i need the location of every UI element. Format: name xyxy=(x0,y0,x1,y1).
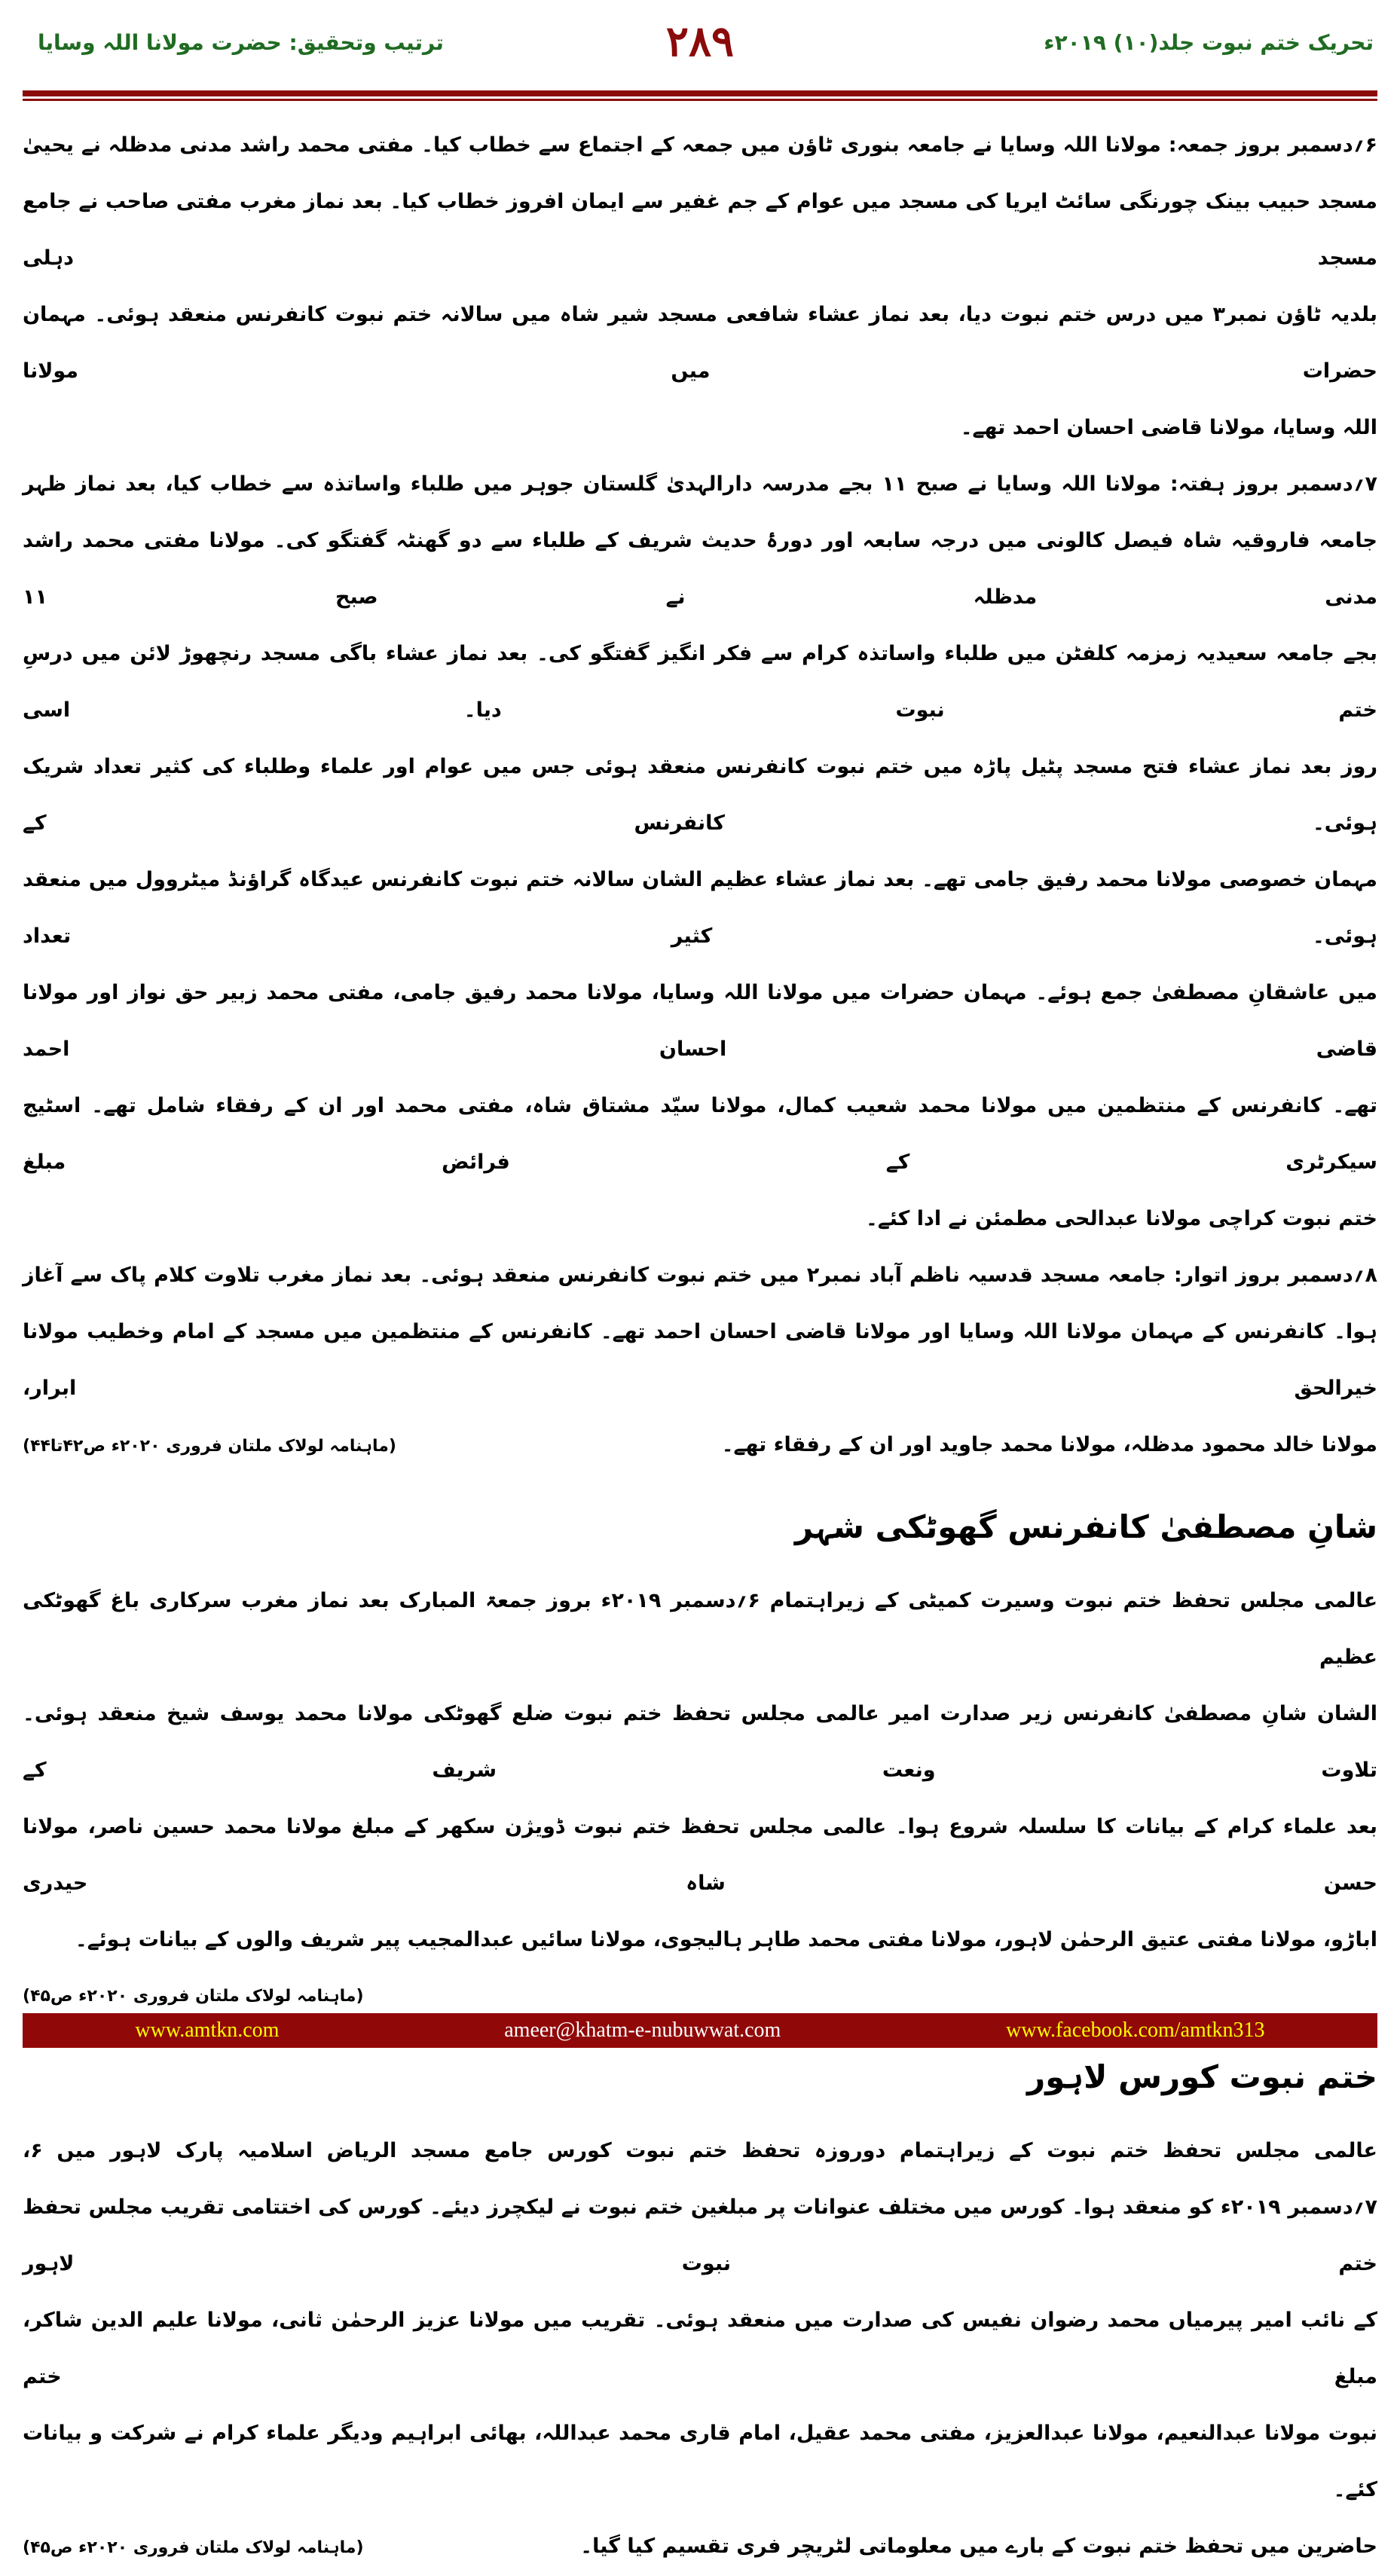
paragraph-line: ۸؍دسمبر بروز اتوار: جامعہ مسجد قدسیہ ناظم آباد نمبر۲ میں ختم نبوت کانفرنس منعقد ہوئی۔ بعد نماز مغرب تلاوت کلام پاک سے آغاز xyxy=(23,1264,1377,1287)
paragraph-line: مسجد حبیب بینک چورنگی سائٹ ایریا کی مسجد میں عوام کے جم غفیر سے ایمان افروز خطاب کیا۔ بعد نماز مغرب مفتی صاحب نے جامع مسجد دہلی xyxy=(23,190,1377,270)
paragraph-line: عالمی مجلس تحفظ ختم نبوت کے زیراہتمام دوروزہ تحفظ ختم نبوت کورس جامع مسجد الریاض اسلامیہ پارک لاہور میں ۶، xyxy=(23,2139,1377,2162)
page-number: ۲۸۹ xyxy=(665,17,735,66)
section-heading: شانِ مصطفیٰ کانفرنس گھوٹکی شہر xyxy=(794,1508,1377,1545)
paragraph-line: جامعہ فاروقیہ شاہ فیصل کالونی میں درجہ سابعہ اور دورۂ حدیث شریف کے طلباء سے دو گھنٹہ گفتگو کی۔ مولانا مفتی محمد راشد مدنی مدظلہ نے صبح ۱۱ xyxy=(23,529,1377,609)
paragraph-line: روز بعد نماز عشاء فتح مسجد پٹیل پاڑہ میں ختم نبوت کانفرنس منعقد ہوئی جس میں عوام اور علماء وطلباء کی کثیر تعداد شریک ہوئی۔ کانفرنس کے xyxy=(23,755,1377,835)
paragraph-line: بلدیہ ٹاؤن نمبر۳ میں درس ختم نبوت دیا، بعد نماز عشاء شافعی مسجد شیر شاہ میں سالانہ ختم نبوت کانفرنس منعقد ہوئی۔ مہمان حضرات میں مولانا xyxy=(23,303,1377,383)
source-citation: (ماہنامہ لولاک ملتان فروری ۲۰۲۰ء ص۴۲تا۴۴) xyxy=(23,1437,396,1456)
paragraph-line: حاضرین میں تحفظ ختم نبوت کے بارے میں معلوماتی لٹریچر فری تقسیم کیا گیا۔ xyxy=(580,2535,1377,2558)
compiler-credit: ترتیب وتحقیق: حضرت مولانا اللہ وسایا xyxy=(38,30,444,55)
header-rule-thick xyxy=(23,90,1377,96)
paragraph-line: ختم نبوت کراچی مولانا عبدالحی مطمئن نے ادا کئے۔ xyxy=(866,1207,1377,1230)
paragraph-line: ۶؍دسمبر بروز جمعہ: مولانا اللہ وسایا نے جامعہ بنوری ٹاؤن میں جمعہ کے اجتماع سے خطاب کیا۔ مفتی محمد راشد مدنی مدظلہ نے یحییٰ xyxy=(23,133,1377,157)
paragraph-line: ہوا۔ کانفرنس کے مہمان مولانا اللہ وسایا اور مولانا قاضی احسان احمد تھے۔ کانفرنس کے منتظمین میں مسجد کے امام وخطیب مولانا خیرالحق ابرار، xyxy=(23,1320,1377,1400)
paragraph-line: نبوت مولانا عبدالنعیم، مولانا عبدالعزیز، مفتی محمد عقیل، امام قاری محمد عبداللہ، بھائی ابراہیم ودیگر علماء کرام نے شرکت و بیانات کئے۔ xyxy=(23,2422,1377,2501)
footer-band xyxy=(23,2013,1377,2048)
paragraph-line: میں عاشقانِ مصطفیٰ جمع ہوئے۔ مہمان حضرات میں مولانا اللہ وسایا، مولانا محمد رفیق جامی، مفتی محمد زبیر حق نواز اور مولانا قاضی احسان احمد xyxy=(23,981,1377,1061)
paragraph-line: ۷؍دسمبر بروز ہفتہ: مولانا اللہ وسایا نے صبح ۱۱ بجے مدرسہ دارالہدیٰ گلستان جوہر میں طلباء واساتذہ سے خطاب کیا، بعد نماز ظہر xyxy=(23,472,1377,496)
paragraph-line: مولانا خالد محمود مدظلہ، مولانا محمد جاوید اور ان کے رفقاء تھے۔ xyxy=(721,1433,1377,1456)
source-citation: (ماہنامہ لولاک ملتان فروری ۲۰۲۰ء ص۴۵) xyxy=(23,1987,364,2006)
paragraph-line: اباڑو، مولانا مفتی عتیق الرحمٰن لاہور، مولانا مفتی محمد طاہر ہالیجوی، مولانا سائیں عبدالمجیب پیر شریف والوں کے بیانات ہوئے۔ xyxy=(75,1928,1377,1951)
paragraph-line: کے نائب امیر پیرمیاں محمد رضوان نفیس کی صدارت میں منعقد ہوئی۔ تقریب میں مولانا عزیز الرحمٰن ثانی، مولانا علیم الدین شاکر، مبلغ ختم xyxy=(23,2309,1377,2388)
book-title: تحریک ختم نبوت جلد(۱۰) ۲۰۱۹ء xyxy=(1044,30,1374,55)
section-heading: ختم نبوت کورس لاہور xyxy=(1027,2058,1377,2095)
paragraph-line: بجے جامعہ سعیدیہ زمزمہ کلفٹن میں طلباء واساتذہ کرام سے فکر انگیز گفتگو کی۔ بعد نماز عشاء باگی مسجد رنچھوڑ لائن میں درسِ ختم نبوت دیا۔ اسی xyxy=(23,642,1377,722)
paragraph-line: بعد علماء کرام کے بیانات کا سلسلہ شروع ہوا۔ عالمی مجلس تحفظ ختم نبوت ڈویژن سکھر کے مبلغ مولانا محمد حسین ناصر، مولانا حسن شاہ حیدری xyxy=(23,1815,1377,1895)
header-rule-thin xyxy=(23,99,1377,101)
paragraph-line: عالمی مجلس تحفظ ختم نبوت وسیرت کمیٹی کے زیراہتمام ۶؍دسمبر ۲۰۱۹ء بروز جمعۃ المبارک بعد نماز مغرب سرکاری باغ گھوٹکی عظیم xyxy=(23,1589,1378,1669)
paragraph-line: ۷؍دسمبر ۲۰۱۹ء کو منعقد ہوا۔ کورس میں مختلف عنوانات پر مبلغین ختم نبوت نے لیکچرز دیئے۔ کورس کی اختتامی تقریب مجلس تحفظ ختم نبوت لاہور xyxy=(23,2196,1378,2275)
paragraph-line: تھے۔ کانفرنس کے منتظمین میں مولانا محمد شعیب کمال، مولانا سیّد مشتاق شاہ، مفتی محمد اور ان کے رفقاء شامل تھے۔ اسٹیج سیکرٹری کے فرائض مبلغ xyxy=(23,1094,1377,1174)
email-link[interactable]: ameer@khatm-e-nubuwwat.com xyxy=(504,2018,781,2042)
facebook-link[interactable]: www.facebook.com/amtkn313 xyxy=(1006,2018,1265,2042)
paragraph-line: اللہ وسایا، مولانا قاضی احسان احمد تھے۔ xyxy=(960,416,1377,439)
page-body xyxy=(23,117,1377,2576)
closing-line-row xyxy=(23,2518,1377,2576)
paragraph-line: مہمان خصوصی مولانا محمد رفیق جامی تھے۔ بعد نماز عشاء عظیم الشان سالانہ ختم نبوت کانفرنس عیدگاہ گراؤنڈ میٹروول میں منعقد ہوئی۔ کثیر تعداد xyxy=(23,868,1377,948)
closing-line-row xyxy=(23,1416,1377,1474)
source-citation: (ماہنامہ لولاک ملتان فروری ۲۰۲۰ء ص۴۵) xyxy=(23,2538,364,2557)
paragraph-line: الشان شانِ مصطفیٰ کانفرنس زیر صدارت امیر عالمی مجلس تحفظ ختم نبوت ضلع گھوٹکی مولانا محمد یوسف شیخ منعقد ہوئی۔ تلاوت ونعت شریف کے xyxy=(23,1702,1377,1782)
website-link[interactable]: www.amtkn.com xyxy=(135,2018,280,2042)
